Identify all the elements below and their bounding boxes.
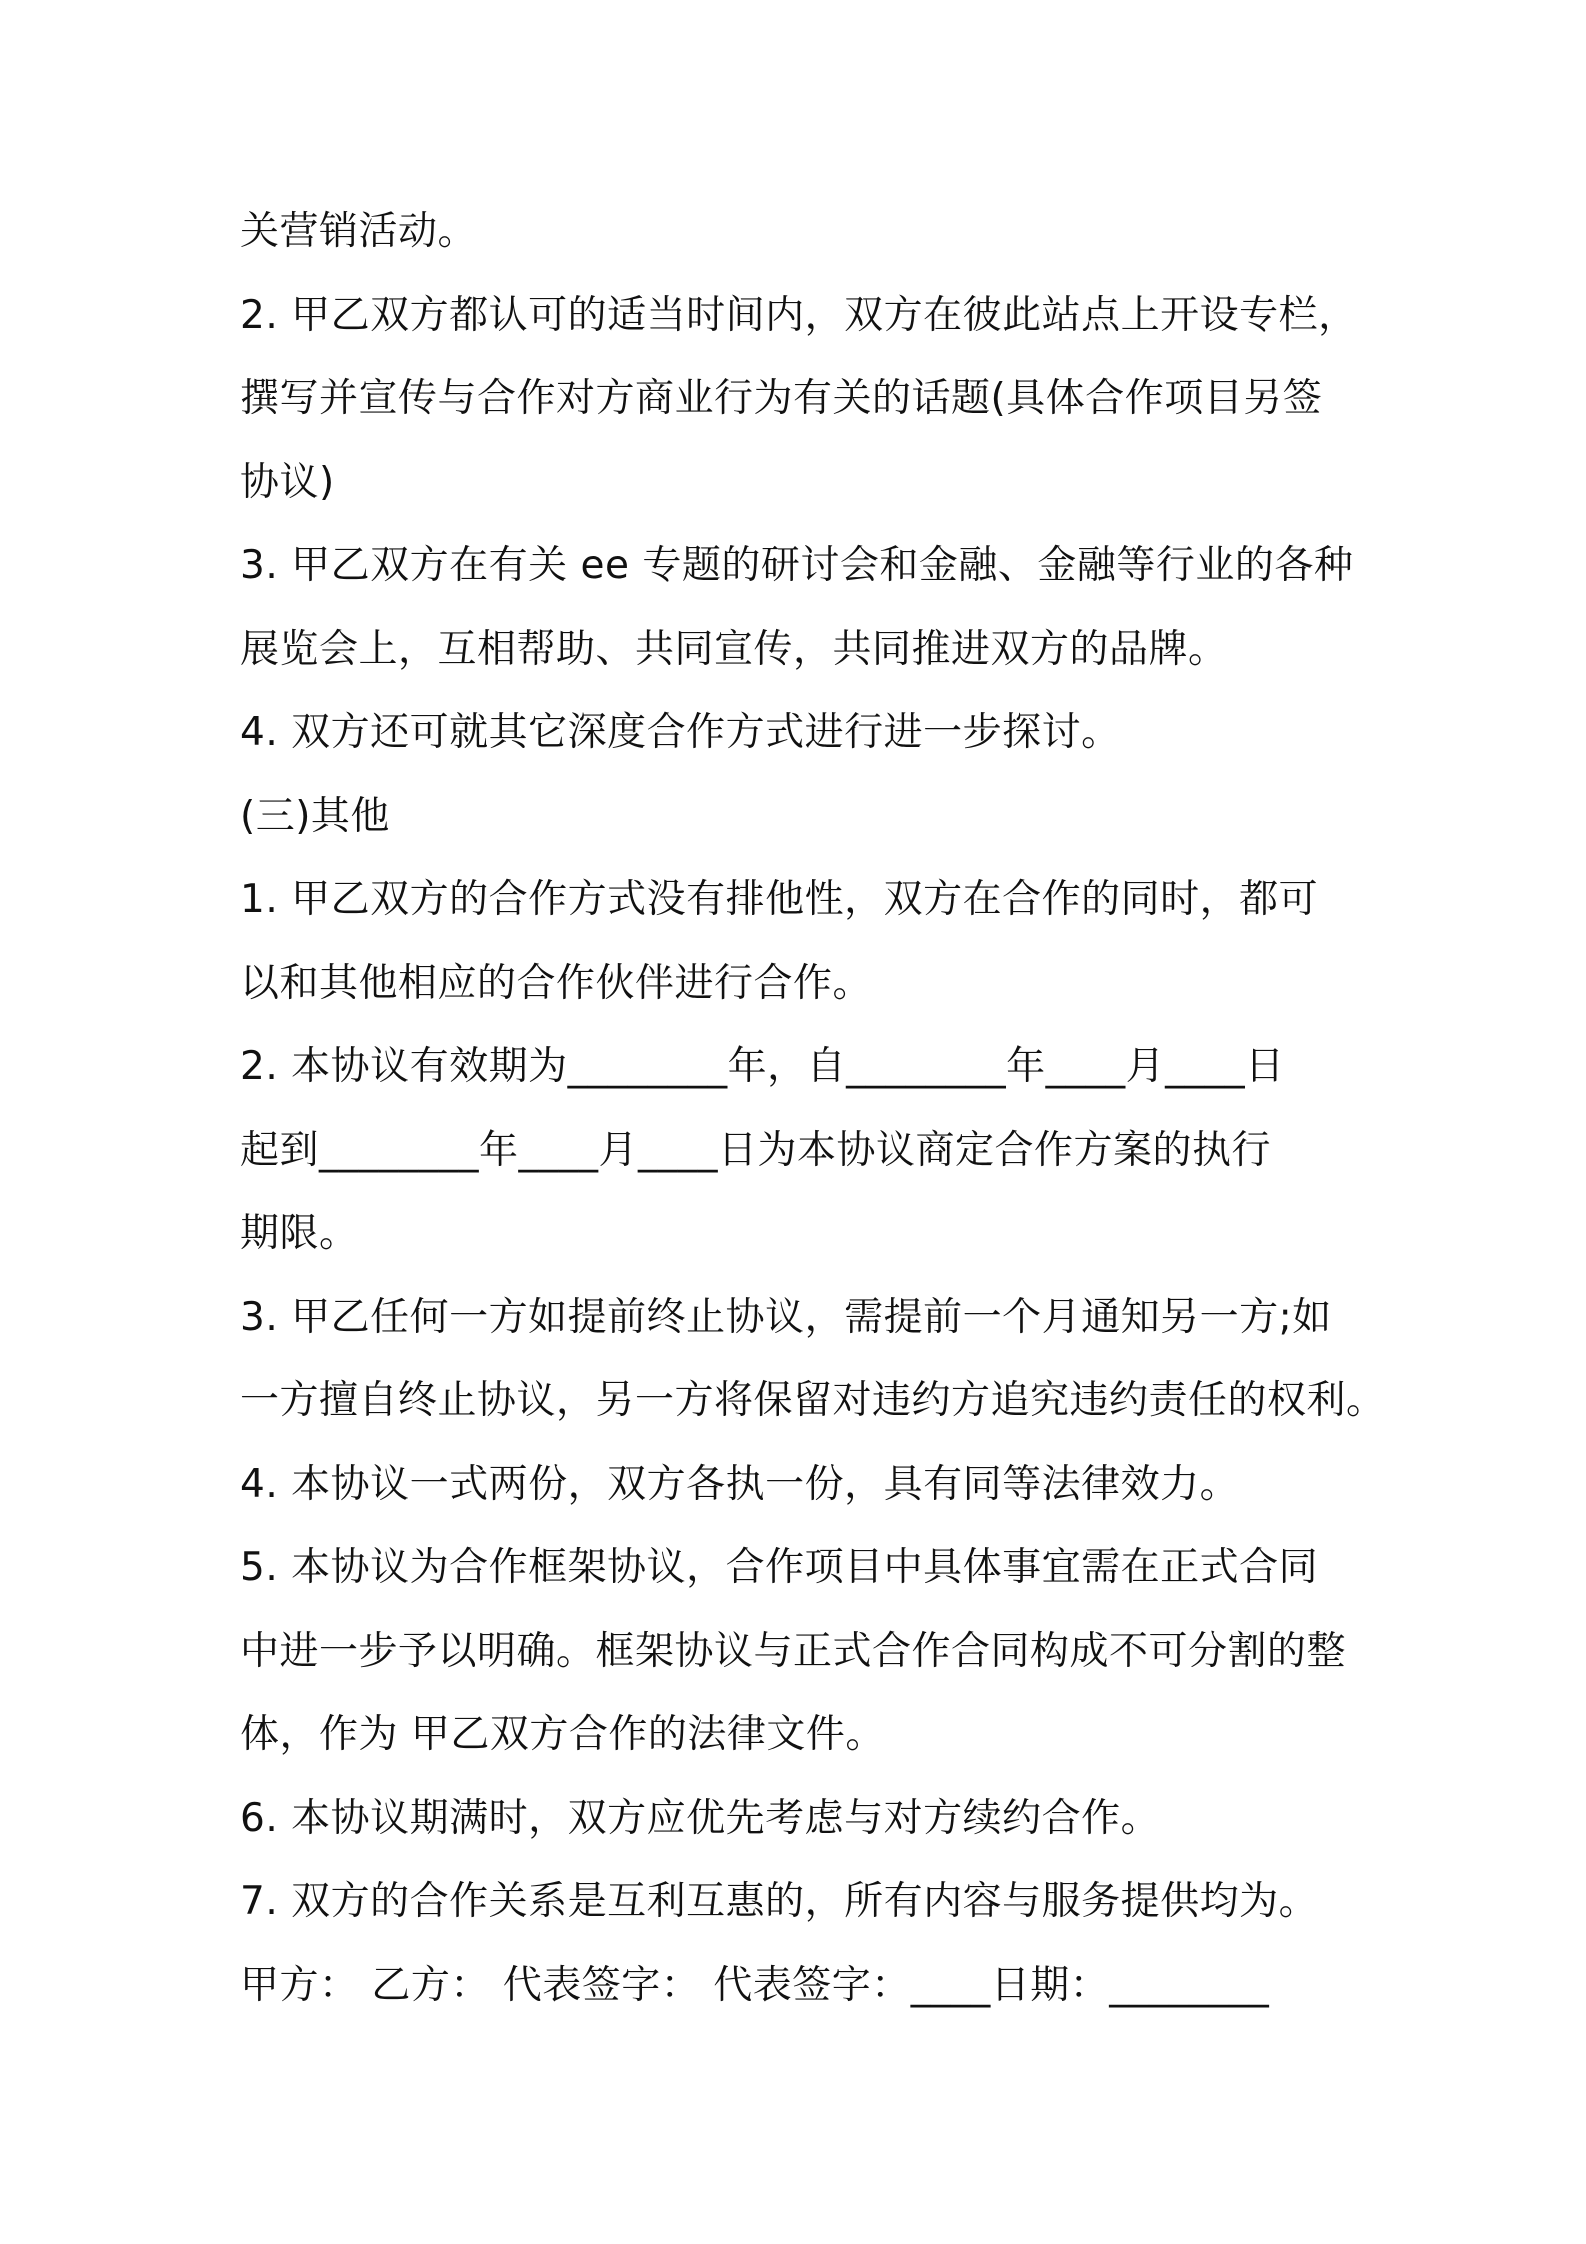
agreement-text xyxy=(240,190,1386,2027)
text-line: 4. 本协议一式两份，双方各执一份，具有同等法律效力。 xyxy=(240,1461,1240,1507)
section-heading: (三)其他 xyxy=(240,793,390,839)
text-line: 4. 双方还可就其它深度合作方式进行进一步探讨。 xyxy=(240,710,1121,755)
text-line: 7. 双方的合作关系是互利互惠的，所有内容与服务提供均为。 xyxy=(240,1879,1319,1924)
text-line: 6. 本协议期满时，双方应优先考虑与对方续约合作。 xyxy=(240,1795,1161,1841)
text-line: 协议) xyxy=(240,459,335,505)
text-line: 展览会上，互相帮助、共同宣传，共同推进双方的品牌。 xyxy=(240,626,1228,672)
text-line: 期限。 xyxy=(240,1211,359,1256)
text-line: 3. 甲乙任何一方如提前终止协议，需提前一个月通知另一方;如 xyxy=(240,1294,1332,1340)
text-line: 中进一步予以明确。框架协议与正式合作合同构成不可分割的整 xyxy=(240,1628,1347,1674)
text-line: 3. 甲乙双方在有关 ee 专题的研讨会和金融、金融等行业的各种 xyxy=(240,543,1354,588)
text-line: 1. 甲乙双方的合作方式没有排他性，双方在合作的同时，都可 xyxy=(240,877,1319,922)
text-line: 关营销活动。 xyxy=(240,209,478,254)
text-line: 2. 甲乙双方都认可的适当时间内，双方在彼此站点上开设专栏， xyxy=(240,292,1358,338)
text-line: 体，作为 甲乙双方合作的法律文件。 xyxy=(240,1712,885,1757)
text-line: 5. 本协议为合作框架协议，合作项目中具体事宜需在正式合同 xyxy=(240,1545,1319,1590)
text-line: 撰写并宣传与合作对方商业行为有关的话题(具体合作项目另签 xyxy=(240,376,1323,421)
text-line: 以和其他相应的合作伙伴进行合作。 xyxy=(240,960,873,1006)
signature-line: 甲方： 乙方： 代表签字： 代表签字：____日期：________ xyxy=(240,1962,1270,2008)
text-line: 一方擅自终止协议，另一方将保留对违约方追究违约责任的权利。 xyxy=(240,1378,1386,1423)
text-line: 2. 本协议有效期为________年，自________年____月____日 xyxy=(240,1044,1285,1089)
text-line: 起到________年____月____日为本协议商定合作方案的执行 xyxy=(240,1127,1272,1173)
